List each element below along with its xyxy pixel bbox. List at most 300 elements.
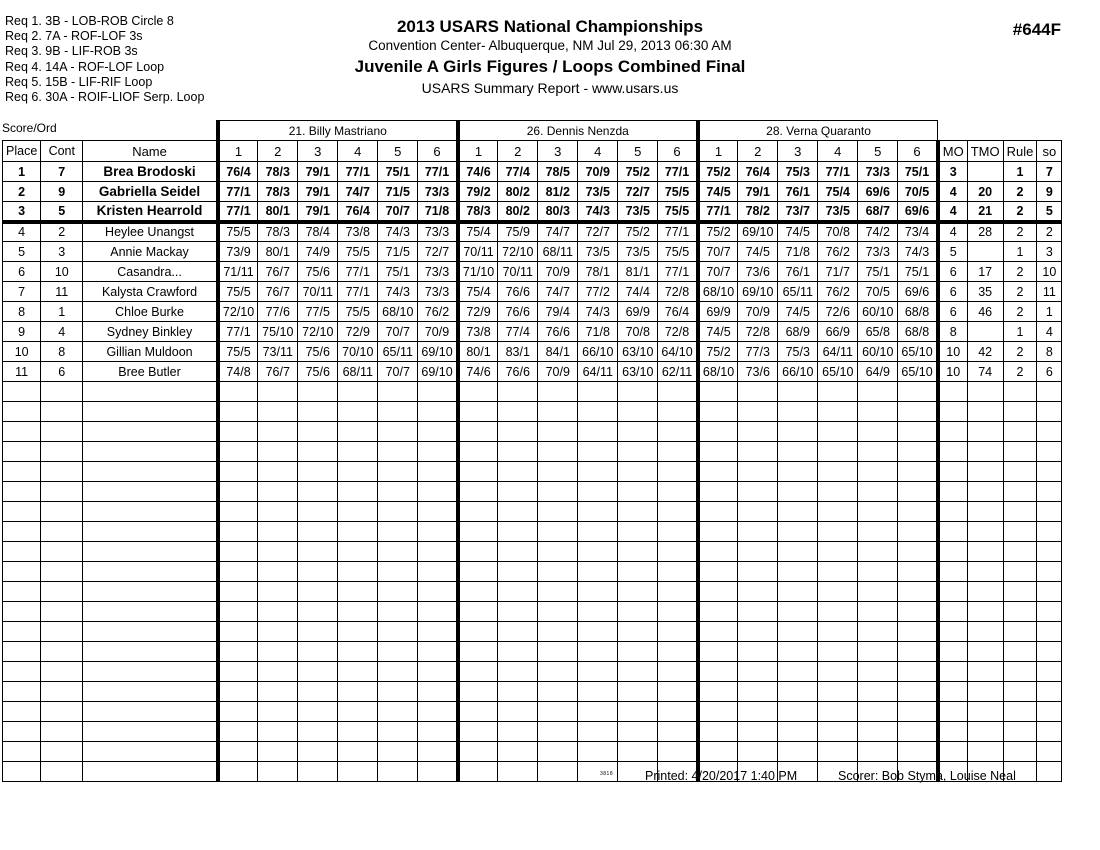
cell-empty bbox=[658, 402, 698, 422]
cell-empty bbox=[818, 542, 858, 562]
cell-empty bbox=[858, 562, 898, 582]
table-row-empty bbox=[3, 562, 1062, 582]
cell-score-j2-3: 70/9 bbox=[538, 362, 578, 382]
cell-score-j3-4: 76/2 bbox=[818, 282, 858, 302]
cell-empty bbox=[1003, 482, 1037, 502]
cell-empty bbox=[3, 702, 41, 722]
cell-score-j2-2: 80/2 bbox=[498, 202, 538, 222]
cell-empty bbox=[83, 462, 218, 482]
cell-empty bbox=[967, 402, 1003, 422]
cell-empty bbox=[538, 682, 578, 702]
cell-score-j3-6: 69/6 bbox=[898, 202, 938, 222]
cell-cont: 10 bbox=[41, 262, 83, 282]
cell-score-j3-4: 73/5 bbox=[818, 202, 858, 222]
cell-empty bbox=[898, 582, 938, 602]
cell-empty bbox=[218, 502, 258, 522]
cell-empty bbox=[83, 742, 218, 762]
cell-place: 8 bbox=[3, 302, 41, 322]
cell-empty bbox=[938, 442, 967, 462]
cell-empty bbox=[578, 482, 618, 502]
cell-empty bbox=[578, 502, 618, 522]
cell-score-j2-6: 75/5 bbox=[658, 242, 698, 262]
cell-empty bbox=[658, 642, 698, 662]
cell-empty bbox=[498, 522, 538, 542]
cell-so: 2 bbox=[1037, 222, 1062, 242]
cell-empty bbox=[3, 662, 41, 682]
cell-empty bbox=[738, 462, 778, 482]
cell-mo: 6 bbox=[938, 282, 967, 302]
cell-name: Chloe Burke bbox=[83, 302, 218, 322]
cell-empty bbox=[818, 402, 858, 422]
cell-empty bbox=[967, 702, 1003, 722]
cell-empty bbox=[538, 462, 578, 482]
cell-empty bbox=[778, 482, 818, 502]
cell-empty bbox=[258, 762, 298, 782]
judge-panel-1: 21. Billy Mastriano bbox=[218, 121, 458, 141]
cell-score-j2-2: 75/9 bbox=[498, 222, 538, 242]
cell-empty bbox=[41, 442, 83, 462]
cell-score-j1-2: 76/7 bbox=[258, 282, 298, 302]
cell-empty bbox=[41, 642, 83, 662]
cell-empty bbox=[1003, 462, 1037, 482]
cell-score-j2-3: 80/3 bbox=[538, 202, 578, 222]
cell-empty bbox=[578, 582, 618, 602]
cell-empty bbox=[858, 502, 898, 522]
cell-empty bbox=[578, 702, 618, 722]
cell-empty bbox=[778, 602, 818, 622]
col-header-tmo: TMO bbox=[967, 141, 1003, 162]
cell-empty bbox=[1037, 742, 1062, 762]
cell-score-j1-6: 73/3 bbox=[418, 282, 458, 302]
cell-empty bbox=[498, 562, 538, 582]
cell-empty bbox=[378, 742, 418, 762]
cell-empty bbox=[738, 742, 778, 762]
cell-empty bbox=[498, 642, 538, 662]
cell-empty bbox=[218, 642, 258, 662]
cell-score-j1-2: 78/3 bbox=[258, 162, 298, 182]
cell-empty bbox=[618, 702, 658, 722]
cell-empty bbox=[658, 702, 698, 722]
cell-empty bbox=[1037, 422, 1062, 442]
cell-empty bbox=[818, 522, 858, 542]
cell-empty bbox=[338, 622, 378, 642]
cell-empty bbox=[658, 662, 698, 682]
cell-empty bbox=[338, 582, 378, 602]
cell-empty bbox=[698, 702, 738, 722]
cell-empty bbox=[538, 662, 578, 682]
cell-empty bbox=[778, 642, 818, 662]
cell-score-j1-4: 75/5 bbox=[338, 302, 378, 322]
cell-empty bbox=[378, 722, 418, 742]
cell-empty bbox=[3, 522, 41, 542]
cell-empty bbox=[218, 722, 258, 742]
cell-empty bbox=[658, 422, 698, 442]
cell-score-j3-2: 69/10 bbox=[738, 282, 778, 302]
cell-empty bbox=[778, 422, 818, 442]
cell-empty bbox=[538, 742, 578, 762]
cell-score-j3-2: 74/5 bbox=[738, 242, 778, 262]
cell-empty bbox=[378, 502, 418, 522]
cell-score-j2-4: 73/5 bbox=[578, 182, 618, 202]
cell-empty bbox=[618, 502, 658, 522]
cell-empty bbox=[498, 402, 538, 422]
cell-empty bbox=[938, 742, 967, 762]
cell-empty bbox=[818, 562, 858, 582]
cell-rule: 1 bbox=[1003, 162, 1037, 182]
cell-empty bbox=[898, 622, 938, 642]
table-row-empty bbox=[3, 582, 1062, 602]
cell-empty bbox=[858, 662, 898, 682]
cell-empty bbox=[778, 442, 818, 462]
cell-empty bbox=[41, 722, 83, 742]
cell-place: 11 bbox=[3, 362, 41, 382]
cell-empty bbox=[967, 482, 1003, 502]
cell-empty bbox=[698, 482, 738, 502]
cell-empty bbox=[938, 642, 967, 662]
cell-empty bbox=[498, 602, 538, 622]
cell-empty bbox=[538, 622, 578, 642]
cell-empty bbox=[418, 502, 458, 522]
cell-empty bbox=[218, 462, 258, 482]
cell-empty bbox=[218, 602, 258, 622]
cell-empty bbox=[818, 682, 858, 702]
cell-empty bbox=[3, 742, 41, 762]
cell-empty bbox=[83, 502, 218, 522]
cell-empty bbox=[458, 742, 498, 762]
cell-empty bbox=[778, 462, 818, 482]
cell-empty bbox=[458, 462, 498, 482]
cell-score-j3-3: 74/5 bbox=[778, 222, 818, 242]
cell-empty bbox=[1037, 662, 1062, 682]
cell-empty bbox=[698, 562, 738, 582]
judge-panel-2: 26. Dennis Nenzda bbox=[458, 121, 698, 141]
cell-score-j3-2: 77/3 bbox=[738, 342, 778, 362]
cell-empty bbox=[378, 462, 418, 482]
cell-empty bbox=[658, 442, 698, 462]
cell-empty bbox=[83, 562, 218, 582]
cell-empty bbox=[858, 642, 898, 662]
cell-empty bbox=[618, 542, 658, 562]
cell-empty bbox=[458, 422, 498, 442]
cell-score-j1-5: 70/7 bbox=[378, 322, 418, 342]
cell-empty bbox=[83, 382, 218, 402]
cell-score-j3-1: 77/1 bbox=[698, 202, 738, 222]
table-row-empty bbox=[3, 462, 1062, 482]
cell-empty bbox=[498, 582, 538, 602]
cell-empty bbox=[858, 542, 898, 562]
cell-rule: 2 bbox=[1003, 302, 1037, 322]
cell-empty bbox=[218, 562, 258, 582]
cell-empty bbox=[538, 402, 578, 422]
cell-so: 8 bbox=[1037, 342, 1062, 362]
cell-score-j3-1: 74/5 bbox=[698, 182, 738, 202]
cell-empty bbox=[818, 662, 858, 682]
table-row bbox=[3, 182, 1062, 202]
cell-score-j2-4: 74/3 bbox=[578, 302, 618, 322]
cell-empty bbox=[578, 602, 618, 622]
cell-so: 7 bbox=[1037, 162, 1062, 182]
cell-name: Brea Brodoski bbox=[83, 162, 218, 182]
cell-empty bbox=[298, 562, 338, 582]
championship-title: 2013 USARS National Championships bbox=[396, 17, 704, 36]
cell-score-j2-3: 70/9 bbox=[538, 262, 578, 282]
cell-empty bbox=[83, 542, 218, 562]
judge-panel-3: 28. Verna Quaranto bbox=[698, 121, 938, 141]
cell-empty bbox=[458, 542, 498, 562]
cell-empty bbox=[83, 522, 218, 542]
cell-rule: 2 bbox=[1003, 262, 1037, 282]
cell-score-j2-5: 72/7 bbox=[618, 182, 658, 202]
cell-empty bbox=[618, 422, 658, 442]
cell-score-j1-4: 74/7 bbox=[338, 182, 378, 202]
cell-score-j1-1: 75/5 bbox=[218, 282, 258, 302]
cell-empty bbox=[378, 682, 418, 702]
cell-mo: 5 bbox=[938, 242, 967, 262]
cell-empty bbox=[258, 522, 298, 542]
cell-empty bbox=[818, 702, 858, 722]
cell-cont: 3 bbox=[41, 242, 83, 262]
cell-empty bbox=[898, 742, 938, 762]
cell-empty bbox=[1003, 702, 1037, 722]
cell-empty bbox=[938, 382, 967, 402]
cell-empty bbox=[1037, 502, 1062, 522]
cell-score-j3-1: 68/10 bbox=[698, 362, 738, 382]
col-header-j2-e3: 3 bbox=[538, 141, 578, 162]
cell-empty bbox=[967, 462, 1003, 482]
cell-empty bbox=[83, 482, 218, 502]
col-header-j1-e5: 5 bbox=[378, 141, 418, 162]
table-row-empty bbox=[3, 542, 1062, 562]
cell-empty bbox=[298, 662, 338, 682]
col-header-j3-e1: 1 bbox=[698, 141, 738, 162]
cell-empty bbox=[3, 382, 41, 402]
cell-empty bbox=[658, 682, 698, 702]
cell-score-j3-5: 69/6 bbox=[858, 182, 898, 202]
col-header-j2-e6: 6 bbox=[658, 141, 698, 162]
cell-empty bbox=[378, 582, 418, 602]
cell-score-j1-2: 78/3 bbox=[258, 222, 298, 242]
cell-score-j1-6: 71/8 bbox=[418, 202, 458, 222]
cell-score-j1-6: 73/3 bbox=[418, 182, 458, 202]
cell-score-j1-2: 75/10 bbox=[258, 322, 298, 342]
cell-score-j1-4: 76/4 bbox=[338, 202, 378, 222]
cell-score-j3-6: 68/8 bbox=[898, 322, 938, 342]
requirement-item: Req 4. 14A - ROF-LOF Loop bbox=[5, 59, 165, 74]
cell-empty bbox=[458, 722, 498, 742]
col-header-j2-e1: 1 bbox=[458, 141, 498, 162]
cell-empty bbox=[258, 602, 298, 622]
cell-score-j3-6: 69/6 bbox=[898, 282, 938, 302]
cell-empty bbox=[418, 522, 458, 542]
cell-empty bbox=[967, 522, 1003, 542]
cell-score-j2-2: 76/6 bbox=[498, 362, 538, 382]
cell-empty bbox=[738, 582, 778, 602]
cell-score-j3-4: 71/7 bbox=[818, 262, 858, 282]
cell-empty bbox=[458, 662, 498, 682]
cell-empty bbox=[618, 622, 658, 642]
cell-empty bbox=[858, 582, 898, 602]
cell-empty bbox=[1037, 722, 1062, 742]
cell-empty bbox=[578, 722, 618, 742]
cell-empty bbox=[258, 462, 298, 482]
cell-empty bbox=[218, 622, 258, 642]
cell-place: 2 bbox=[3, 182, 41, 202]
cell-empty bbox=[41, 522, 83, 542]
cell-empty bbox=[778, 662, 818, 682]
cell-empty bbox=[418, 702, 458, 722]
cell-score-j3-4: 65/10 bbox=[818, 362, 858, 382]
cell-empty bbox=[1037, 442, 1062, 462]
cell-empty bbox=[298, 482, 338, 502]
cell-score-j3-4: 64/11 bbox=[818, 342, 858, 362]
cell-empty bbox=[258, 622, 298, 642]
cell-place: 10 bbox=[3, 342, 41, 362]
cell-score-j3-4: 76/2 bbox=[818, 242, 858, 262]
cell-empty bbox=[418, 442, 458, 462]
cell-empty bbox=[83, 662, 218, 682]
cell-empty bbox=[378, 382, 418, 402]
cell-score-j1-1: 71/11 bbox=[218, 262, 258, 282]
cell-empty bbox=[1003, 422, 1037, 442]
cell-score-j3-3: 75/3 bbox=[778, 342, 818, 362]
cell-empty bbox=[378, 702, 418, 722]
cell-score-j2-5: 73/5 bbox=[618, 242, 658, 262]
cell-empty bbox=[818, 422, 858, 442]
cell-empty bbox=[618, 522, 658, 542]
cell-empty bbox=[1003, 682, 1037, 702]
cell-score-j3-6: 75/1 bbox=[898, 262, 938, 282]
cell-score-j3-2: 79/1 bbox=[738, 182, 778, 202]
cell-empty bbox=[258, 722, 298, 742]
cell-empty bbox=[818, 582, 858, 602]
cell-empty bbox=[3, 642, 41, 662]
cell-empty bbox=[698, 642, 738, 662]
cell-empty bbox=[578, 642, 618, 662]
table-row-empty bbox=[3, 602, 1062, 622]
cell-empty bbox=[41, 422, 83, 442]
cell-empty bbox=[967, 602, 1003, 622]
cell-empty bbox=[938, 582, 967, 602]
cell-empty bbox=[898, 502, 938, 522]
cell-score-j3-6: 74/3 bbox=[898, 242, 938, 262]
report-subtitle: USARS Summary Report - www.usars.us bbox=[421, 80, 679, 96]
cell-mo: 4 bbox=[938, 202, 967, 222]
cell-score-j1-5: 75/1 bbox=[378, 162, 418, 182]
cell-empty bbox=[498, 542, 538, 562]
col-header-j1-e4: 4 bbox=[338, 141, 378, 162]
table-row bbox=[3, 162, 1062, 182]
scorer-credit: Scorer: Bob Styma, Louise Neal bbox=[838, 769, 1016, 783]
cell-empty bbox=[738, 382, 778, 402]
cell-score-j2-6: 72/8 bbox=[658, 322, 698, 342]
cell-score-j1-2: 80/1 bbox=[258, 202, 298, 222]
cell-empty bbox=[338, 402, 378, 422]
cell-score-j1-4: 73/8 bbox=[338, 222, 378, 242]
cell-empty bbox=[418, 482, 458, 502]
cell-empty bbox=[3, 462, 41, 482]
col-header-j1-e1: 1 bbox=[218, 141, 258, 162]
cell-empty bbox=[967, 642, 1003, 662]
cell-score-j1-1: 75/5 bbox=[218, 222, 258, 242]
cell-score-j1-2: 80/1 bbox=[258, 242, 298, 262]
cell-empty bbox=[1037, 382, 1062, 402]
cell-empty bbox=[738, 562, 778, 582]
cell-empty bbox=[578, 742, 618, 762]
cell-score-j2-1: 75/4 bbox=[458, 222, 498, 242]
cell-rule: 1 bbox=[1003, 242, 1037, 262]
cell-empty bbox=[298, 542, 338, 562]
cell-empty bbox=[818, 462, 858, 482]
cell-score-j1-1: 76/4 bbox=[218, 162, 258, 182]
cell-empty bbox=[698, 382, 738, 402]
cell-score-j2-5: 74/4 bbox=[618, 282, 658, 302]
requirement-item: Req 5. 15B - LIF-RIF Loop bbox=[5, 74, 153, 89]
cell-empty bbox=[3, 722, 41, 742]
cell-empty bbox=[458, 642, 498, 662]
cell-score-j2-3: 74/7 bbox=[538, 282, 578, 302]
cell-score-j3-6: 70/5 bbox=[898, 182, 938, 202]
cell-so: 1 bbox=[1037, 302, 1062, 322]
cell-empty bbox=[3, 582, 41, 602]
cell-tmo: 42 bbox=[967, 342, 1003, 362]
cell-so: 4 bbox=[1037, 322, 1062, 342]
cell-empty bbox=[658, 482, 698, 502]
cell-empty bbox=[498, 682, 538, 702]
cell-empty bbox=[938, 702, 967, 722]
cell-empty bbox=[578, 462, 618, 482]
cell-score-j2-2: 76/6 bbox=[498, 302, 538, 322]
cell-empty bbox=[498, 482, 538, 502]
cell-empty bbox=[618, 482, 658, 502]
cell-empty bbox=[658, 602, 698, 622]
cell-score-j2-5: 69/9 bbox=[618, 302, 658, 322]
table-row-empty bbox=[3, 622, 1062, 642]
cell-empty bbox=[298, 702, 338, 722]
cell-empty bbox=[3, 762, 41, 782]
cell-empty bbox=[698, 422, 738, 442]
cell-empty bbox=[298, 442, 338, 462]
cell-score-j1-5: 75/1 bbox=[378, 262, 418, 282]
cell-mo: 6 bbox=[938, 302, 967, 322]
cell-score-j2-3: 76/6 bbox=[538, 322, 578, 342]
cell-empty bbox=[738, 602, 778, 622]
cell-empty bbox=[258, 662, 298, 682]
cell-score-j1-2: 73/11 bbox=[258, 342, 298, 362]
cell-empty bbox=[218, 582, 258, 602]
col-header-rule: Rule bbox=[1003, 141, 1037, 162]
cell-empty bbox=[938, 622, 967, 642]
cell-rule: 2 bbox=[1003, 282, 1037, 302]
cell-empty bbox=[458, 682, 498, 702]
table-row-empty bbox=[3, 742, 1062, 762]
cell-empty bbox=[83, 442, 218, 462]
cell-empty bbox=[3, 602, 41, 622]
cell-empty bbox=[618, 402, 658, 422]
cell-empty bbox=[698, 742, 738, 762]
cell-score-j1-3: 74/9 bbox=[298, 242, 338, 262]
cell-empty bbox=[378, 442, 418, 462]
col-header-j3-e3: 3 bbox=[778, 141, 818, 162]
cell-empty bbox=[818, 442, 858, 462]
cell-empty bbox=[258, 702, 298, 722]
cell-empty bbox=[938, 462, 967, 482]
cell-empty bbox=[1037, 482, 1062, 502]
cell-empty bbox=[458, 502, 498, 522]
cell-score-j2-4: 77/2 bbox=[578, 282, 618, 302]
cell-score-j2-4: 70/9 bbox=[578, 162, 618, 182]
cell-empty bbox=[3, 622, 41, 642]
cell-empty bbox=[898, 602, 938, 622]
